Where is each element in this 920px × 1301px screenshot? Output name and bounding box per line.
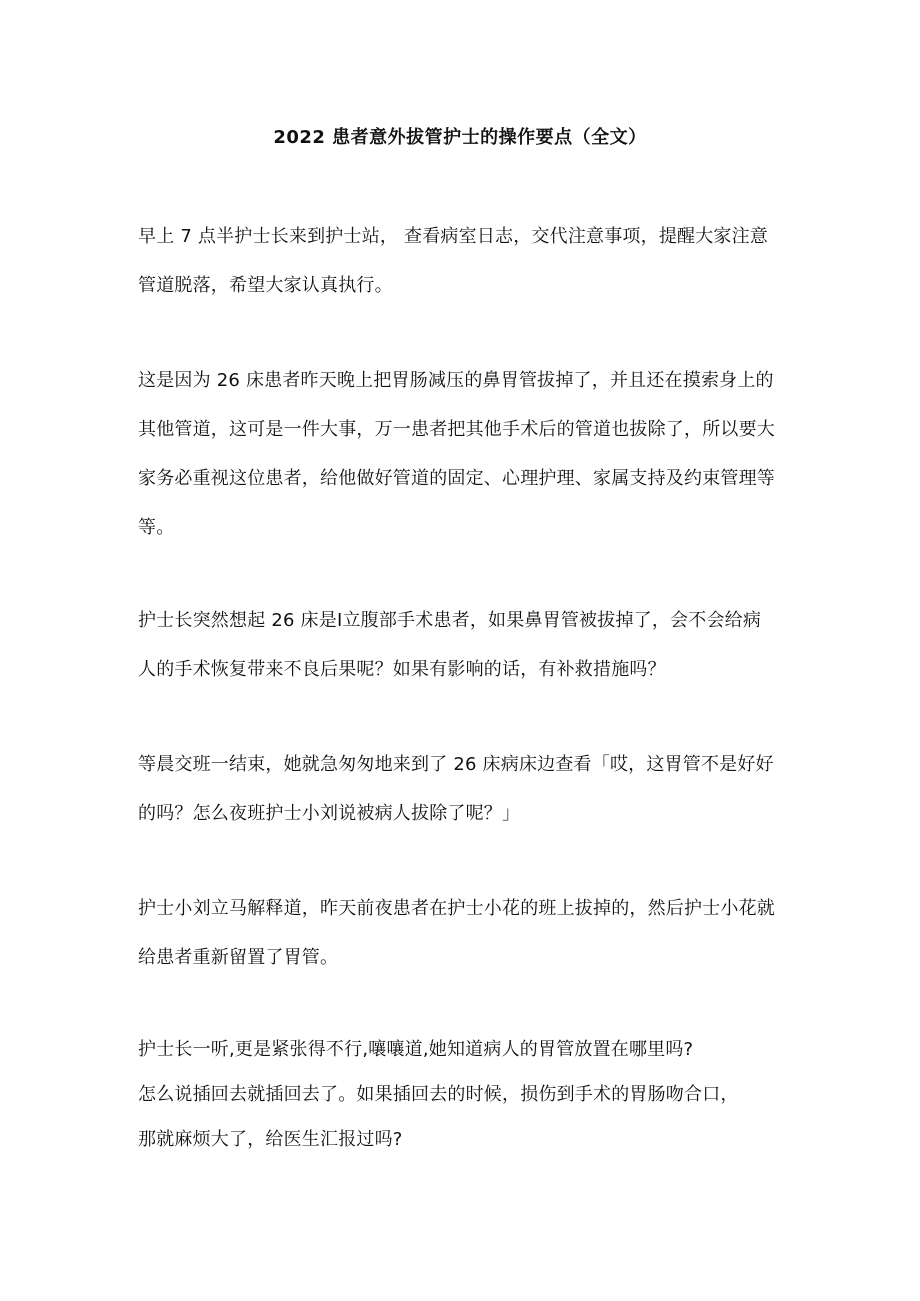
paragraph-line: 早上 7 点半护士长来到护士站， 查看病室日志，交代注意事项，提醒大家注意 [138, 226, 769, 247]
paragraph-line: 护士小刘立马解释道，昨天前夜患者在护士小花的班上拔掉的，然后护士小花就 [138, 898, 775, 919]
paragraph-line: 的吗？怎么夜班护士小刘说被病人拔除了呢？」 [138, 803, 521, 824]
paragraph-line: 给患者重新留置了胃管。 [138, 947, 339, 968]
document-title: 2022 患者意外拔管护士的操作要点（全文） [273, 127, 647, 148]
paragraph-line: 怎么说插回去就插回去了。如果插回去的时候，损伤到手术的胃肠吻合口， [138, 1084, 739, 1105]
paragraph-line: 人的手术恢复带来不良后果呢？如果有影响的话，有补救措施吗？ [138, 659, 666, 680]
paragraph-line: 那就麻烦大了，给医生汇报过吗? [138, 1129, 403, 1150]
paragraph-line: 管道脱落，希望大家认真执行。 [138, 275, 393, 296]
paragraph-1 [138, 212, 788, 310]
paragraph-line: 其他管道，这可是一件大事，万一患者把其他手术后的管道也拔除了，所以要大 [138, 419, 775, 440]
paragraph-6 [138, 1027, 788, 1162]
paragraph-2 [138, 356, 788, 552]
paragraph-3 [138, 596, 788, 694]
paragraph-line: 护士长一听,更是紧张得不行,嚷嚷道,她知道病人的胃管放置在哪里吗? [138, 1039, 694, 1060]
paragraph-line: 等晨交班一结束，她就急匆匆地来到了 26 床病床边查看「哎，这胃管不是好好 [138, 754, 774, 775]
paragraph-line: 等。 [138, 517, 175, 538]
paragraph-4 [138, 740, 788, 838]
paragraph-line: 护士长突然想起 26 床是Ⅰ立腹部手术患者，如果鼻胃管被拔掉了，会不会给病 [138, 610, 762, 631]
paragraph-line: 这是因为 26 床患者昨天晚上把胃肠减压的鼻胃管拔掉了，并且还在摸索身上的 [138, 370, 774, 391]
paragraph-line: 家务必重视这位患者，给他做好管道的固定、心理护理、家属支持及约束管理等 [138, 468, 775, 489]
paragraph-5 [138, 884, 788, 982]
